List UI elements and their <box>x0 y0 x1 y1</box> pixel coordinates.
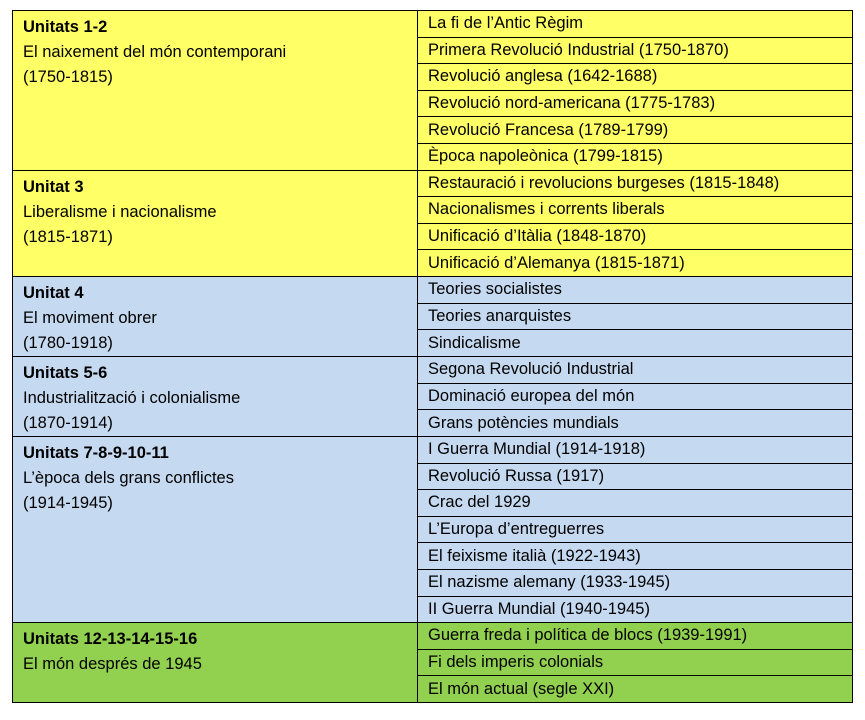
topic-cell: Primera Revolució Industrial (1750-1870) <box>418 37 853 64</box>
unit-title: Unitat 3 <box>23 177 84 196</box>
unit-subtitle: El naixement del món contemporani <box>23 43 287 61</box>
topic-cell: II Guerra Mundial (1940-1945) <box>418 596 853 623</box>
topic-cell: I Guerra Mundial (1914-1918) <box>418 436 853 463</box>
topic-cell: Sindicalisme <box>418 330 853 357</box>
table-row <box>13 11 853 38</box>
topic-cell: El feixisme italià (1922-1943) <box>418 543 853 570</box>
topic-cell: Revolució anglesa (1642-1688) <box>418 64 853 91</box>
topic-cell: Guerra freda i política de blocs (1939-1991) <box>418 623 853 650</box>
topic-cell: El món actual (segle XXI) <box>418 676 853 703</box>
unit-title: Unitats 12-13-14-15-16 <box>23 630 198 649</box>
topic-cell: Revolució Francesa (1789-1799) <box>418 117 853 144</box>
topic-cell: Crac del 1929 <box>418 490 853 517</box>
topic-cell: La fi de l’Antic Règim <box>418 11 853 38</box>
topic-cell: Unificació d’Itàlia (1848-1870) <box>418 223 853 250</box>
unit-period: (1870-1914) <box>23 413 113 432</box>
topic-cell: Fi dels imperis colonials <box>418 649 853 676</box>
topic-cell: El nazisme alemany (1933-1945) <box>418 569 853 596</box>
unit-subtitle: El món després de 1945 <box>23 655 202 674</box>
topic-cell: Grans potències mundials <box>418 410 853 437</box>
table-row <box>13 356 853 383</box>
unit-period: (1914-1945) <box>23 493 113 512</box>
unit-title: Unitats 1-2 <box>23 18 108 36</box>
syllabus-table <box>12 10 853 703</box>
unit-subtitle: L’època dels grans conflictes <box>23 468 234 487</box>
unit-cell <box>13 276 418 356</box>
topic-cell: Teories socialistes <box>418 276 853 303</box>
unit-cell <box>13 356 418 436</box>
unit-cell <box>13 623 418 703</box>
unit-subtitle: Industrialització i colonialisme <box>23 388 241 407</box>
topic-cell: Revolució nord-americana (1775-1783) <box>418 90 853 117</box>
topic-cell: Nacionalismes i corrents liberals <box>418 197 853 224</box>
unit-period: (1780-1918) <box>23 333 113 352</box>
unit-subtitle: El moviment obrer <box>23 308 157 327</box>
table-row <box>13 436 853 463</box>
topic-cell: L’Europa d’entreguerres <box>418 516 853 543</box>
unit-subtitle: Liberalisme i nacionalisme <box>23 202 217 221</box>
unit-period: (1750-1815) <box>23 68 113 86</box>
topic-cell: Revolució Russa (1917) <box>418 463 853 490</box>
table-row <box>13 276 853 303</box>
unit-period: (1815-1871) <box>23 227 113 246</box>
topic-cell: Època napoleònica (1799-1815) <box>418 143 853 170</box>
syllabus-body <box>13 11 853 703</box>
topic-cell: Teories anarquistes <box>418 303 853 330</box>
table-row <box>13 623 853 650</box>
topic-cell: Segona Revolució Industrial <box>418 356 853 383</box>
topic-cell: Unificació d’Alemanya (1815-1871) <box>418 250 853 277</box>
unit-title: Unitat 4 <box>23 283 84 302</box>
unit-cell <box>13 11 418 171</box>
table-row <box>13 170 853 197</box>
topic-cell: Dominació europea del món <box>418 383 853 410</box>
unit-title: Unitats 5-6 <box>23 363 108 382</box>
unit-cell <box>13 436 418 622</box>
topic-cell: Restauració i revolucions burgeses (1815-1848) <box>418 170 853 197</box>
unit-cell <box>13 170 418 276</box>
unit-title: Unitats 7-8-9-10-11 <box>23 443 169 462</box>
